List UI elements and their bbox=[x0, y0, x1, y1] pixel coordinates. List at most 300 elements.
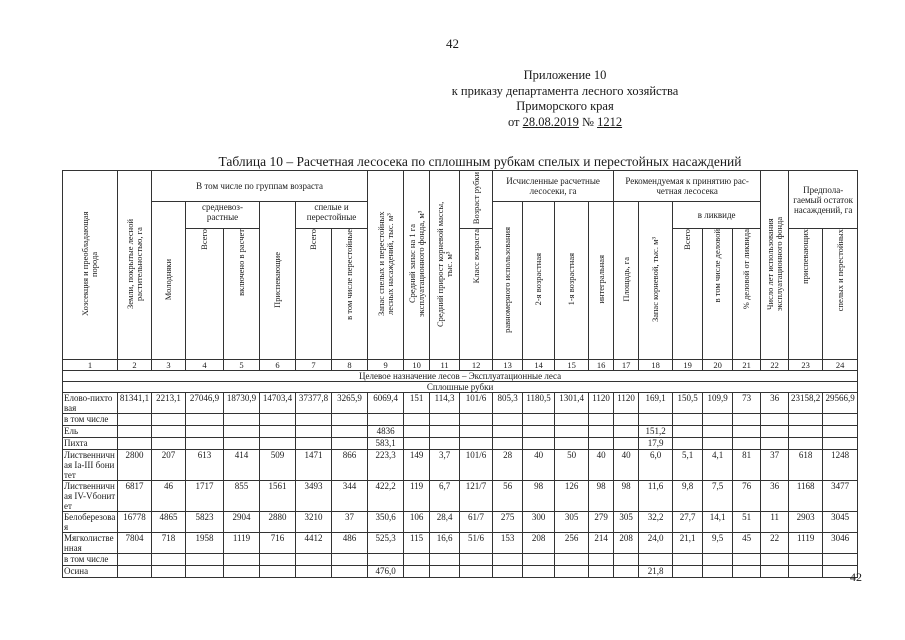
table-cell: 153 bbox=[493, 533, 523, 554]
table-cell: 23158,2 bbox=[789, 393, 823, 414]
table-cell bbox=[589, 566, 614, 578]
table-row bbox=[63, 393, 858, 414]
table-cell bbox=[430, 414, 460, 426]
table-cell bbox=[555, 414, 589, 426]
table-title: Таблица 10 – Расчетная лесосека по сплошным рубкам спелых и перестойных насаждений bbox=[218, 154, 742, 169]
row-label: в том числе bbox=[63, 414, 118, 426]
table-cell bbox=[430, 554, 460, 566]
table-cell bbox=[224, 438, 260, 450]
column-number: 9 bbox=[368, 360, 404, 371]
table-cell: 126 bbox=[555, 481, 589, 512]
header-area: Площадь, га bbox=[614, 202, 639, 360]
table-cell: 4,1 bbox=[703, 450, 733, 481]
table-cell bbox=[152, 426, 186, 438]
table-cell: 14,1 bbox=[703, 512, 733, 533]
table-cell: 866 bbox=[332, 450, 368, 481]
table-cell: 3045 bbox=[823, 512, 858, 533]
table-cell: 149 bbox=[404, 450, 430, 481]
table-cell bbox=[260, 426, 296, 438]
table-cell bbox=[589, 554, 614, 566]
table-cell: 3493 bbox=[296, 481, 332, 512]
table-cell bbox=[673, 426, 703, 438]
appendix-region-line: Приморского края bbox=[516, 99, 614, 113]
table-cell bbox=[673, 554, 703, 566]
table-cell: 81341,1 bbox=[118, 393, 152, 414]
table-cell: 51/6 bbox=[460, 533, 493, 554]
column-number: 1 bbox=[63, 360, 118, 371]
column-number: 3 bbox=[152, 360, 186, 371]
table-cell bbox=[368, 414, 404, 426]
table-cell bbox=[186, 554, 224, 566]
table-cell bbox=[523, 554, 555, 566]
header-mature-all: Всего bbox=[296, 229, 332, 360]
table-cell bbox=[186, 426, 224, 438]
table-cell bbox=[673, 414, 703, 426]
table-cell: 618 bbox=[789, 450, 823, 481]
table-cell: 583,1 bbox=[368, 438, 404, 450]
table-cell: 805,3 bbox=[493, 393, 523, 414]
table-cell: 3265,9 bbox=[332, 393, 368, 414]
table-cell: 256 bbox=[555, 533, 589, 554]
column-number: 2 bbox=[118, 360, 152, 371]
table-cell: 11,6 bbox=[639, 481, 673, 512]
table-cell: 1120 bbox=[614, 393, 639, 414]
header-rem-mature: спелых и перестойных bbox=[823, 229, 858, 360]
table-cell: 9,5 bbox=[703, 533, 733, 554]
table-cell bbox=[823, 554, 858, 566]
row-label: Елово-пихтовая bbox=[63, 393, 118, 414]
order-number: 1212 bbox=[597, 114, 623, 129]
column-number: 6 bbox=[260, 360, 296, 371]
table-cell bbox=[430, 426, 460, 438]
column-number: 20 bbox=[703, 360, 733, 371]
header-liq-all: Всего bbox=[673, 229, 703, 360]
table-cell bbox=[152, 566, 186, 578]
header-liq-business: в том числе деловой bbox=[703, 229, 733, 360]
header-row-1 bbox=[63, 171, 858, 202]
table-cell: 28,4 bbox=[430, 512, 460, 533]
table-cell bbox=[555, 566, 589, 578]
table-cell bbox=[639, 554, 673, 566]
column-number: 12 bbox=[460, 360, 493, 371]
table-cell bbox=[493, 554, 523, 566]
table-cell: 14703,4 bbox=[260, 393, 296, 414]
table-cell: 17,9 bbox=[639, 438, 673, 450]
table-cell bbox=[404, 554, 430, 566]
table-cell bbox=[332, 414, 368, 426]
column-number: 7 bbox=[296, 360, 332, 371]
table-cell: 9,8 bbox=[673, 481, 703, 512]
header-recommended: Рекомендуемая к принятию рас-четная лесосека bbox=[614, 171, 761, 202]
table-cell bbox=[789, 426, 823, 438]
header-liquid: в ликвиде bbox=[673, 202, 761, 229]
table-cell: 1248 bbox=[823, 450, 858, 481]
row-label: Лиственничная IV-Vбонитет bbox=[63, 481, 118, 512]
table-cell: 716 bbox=[260, 533, 296, 554]
table-cell bbox=[118, 566, 152, 578]
table-cell: 40 bbox=[523, 450, 555, 481]
table-cell: 6,7 bbox=[430, 481, 460, 512]
table-cell bbox=[493, 426, 523, 438]
column-number: 24 bbox=[823, 360, 858, 371]
table-cell: 5,1 bbox=[673, 450, 703, 481]
table-cell: 2880 bbox=[260, 512, 296, 533]
row-label: Мягколиственная bbox=[63, 533, 118, 554]
table-cell bbox=[673, 438, 703, 450]
table-cell: 214 bbox=[589, 533, 614, 554]
table-row bbox=[63, 512, 858, 533]
table-cell: 3477 bbox=[823, 481, 858, 512]
table-cell bbox=[460, 426, 493, 438]
table-cell bbox=[460, 554, 493, 566]
table-cell: 476,0 bbox=[368, 566, 404, 578]
table-row bbox=[63, 426, 858, 438]
row-label: Белоберезовая bbox=[63, 512, 118, 533]
table-cell bbox=[673, 566, 703, 578]
section-row-purpose bbox=[63, 371, 858, 382]
table-cell bbox=[703, 566, 733, 578]
column-number: 18 bbox=[639, 360, 673, 371]
table-cell: 1119 bbox=[789, 533, 823, 554]
table-cell: 36 bbox=[761, 393, 789, 414]
column-number: 4 bbox=[186, 360, 224, 371]
table-cell bbox=[118, 426, 152, 438]
column-number: 21 bbox=[733, 360, 761, 371]
table-cell: 223,3 bbox=[368, 450, 404, 481]
table-cell: 45 bbox=[733, 533, 761, 554]
header-liq-percent: % деловой от ликвида bbox=[733, 229, 761, 360]
table-cell bbox=[430, 566, 460, 578]
table-cell bbox=[296, 566, 332, 578]
table-cell bbox=[118, 414, 152, 426]
table-cell bbox=[404, 438, 430, 450]
table-cell: 46 bbox=[152, 481, 186, 512]
table-row bbox=[63, 533, 858, 554]
table-cell: 22 bbox=[761, 533, 789, 554]
table-cell bbox=[493, 414, 523, 426]
table-cell: 1561 bbox=[260, 481, 296, 512]
table-cell bbox=[118, 438, 152, 450]
table-cell bbox=[733, 566, 761, 578]
table-row bbox=[63, 566, 858, 578]
row-label: Лиственничная Ia-III бонитет bbox=[63, 450, 118, 481]
header-mature-incl: в том числе перестойные bbox=[332, 229, 368, 360]
table-cell: 16,6 bbox=[430, 533, 460, 554]
column-number: 16 bbox=[589, 360, 614, 371]
page-number-bottom: 42 bbox=[850, 570, 862, 584]
table-cell: 1120 bbox=[589, 393, 614, 414]
table-cell bbox=[589, 426, 614, 438]
header-remaining: Предпола-гаемый остаток насаждений, га bbox=[789, 171, 858, 229]
table-cell: 73 bbox=[733, 393, 761, 414]
table-cell: 1301,4 bbox=[555, 393, 589, 414]
header-section: Хозсекция и преобладающая порода bbox=[63, 171, 118, 360]
header-integral: интегральная bbox=[589, 202, 614, 360]
table-cell bbox=[523, 566, 555, 578]
table-cell bbox=[523, 414, 555, 426]
column-number: 14 bbox=[523, 360, 555, 371]
header-first: 1-я возрастная bbox=[555, 202, 589, 360]
table-cell bbox=[614, 414, 639, 426]
table-cell: 37 bbox=[761, 450, 789, 481]
table-row bbox=[63, 450, 858, 481]
table-cell: 7804 bbox=[118, 533, 152, 554]
table-cell: 3210 bbox=[296, 512, 332, 533]
table-cell bbox=[614, 554, 639, 566]
table-cell: 56 bbox=[493, 481, 523, 512]
header-stock: Запас спелых и перестойных лесных насаждений, тыс. м³ bbox=[368, 171, 404, 360]
table-cell: 1119 bbox=[224, 533, 260, 554]
table-cell bbox=[118, 554, 152, 566]
table-cell: 718 bbox=[152, 533, 186, 554]
table-cell: 27046,9 bbox=[186, 393, 224, 414]
table-row bbox=[63, 554, 858, 566]
column-number: 11 bbox=[430, 360, 460, 371]
table-cell bbox=[703, 414, 733, 426]
table-cell bbox=[523, 438, 555, 450]
table-cell: 21,8 bbox=[639, 566, 673, 578]
table-cell bbox=[555, 438, 589, 450]
table-row bbox=[63, 438, 858, 450]
table-cell bbox=[703, 438, 733, 450]
table-cell: 279 bbox=[589, 512, 614, 533]
table-cell: 114,3 bbox=[430, 393, 460, 414]
table-cell bbox=[186, 566, 224, 578]
table-cell: 208 bbox=[614, 533, 639, 554]
table-cell bbox=[523, 426, 555, 438]
table-cell bbox=[761, 414, 789, 426]
column-number: 22 bbox=[761, 360, 789, 371]
appendix-date-line bbox=[440, 115, 690, 131]
table-cell bbox=[789, 566, 823, 578]
row-label: Ель bbox=[63, 426, 118, 438]
table-cell bbox=[789, 438, 823, 450]
table-cell: 414 bbox=[224, 450, 260, 481]
table-cell: 613 bbox=[186, 450, 224, 481]
table-cell bbox=[789, 414, 823, 426]
table-cell bbox=[152, 554, 186, 566]
section-purpose: Целевое назначение лесов – Эксплуатационные леса bbox=[63, 371, 858, 382]
header-avg-stock: Средний запас на 1 га эксплуатационного фонда, м³ bbox=[404, 171, 430, 360]
header-age-cut: Возраст рубки bbox=[460, 171, 493, 229]
table-cell bbox=[460, 438, 493, 450]
column-number: 23 bbox=[789, 360, 823, 371]
table-cell bbox=[761, 426, 789, 438]
table-cell: 208 bbox=[523, 533, 555, 554]
table-cell: 509 bbox=[260, 450, 296, 481]
section-cuts: Сплошные рубки bbox=[63, 382, 858, 393]
table-cell: 1717 bbox=[186, 481, 224, 512]
table-cell: 3046 bbox=[823, 533, 858, 554]
table-cell bbox=[555, 426, 589, 438]
table-cell: 305 bbox=[614, 512, 639, 533]
table-cell bbox=[260, 438, 296, 450]
table-cell bbox=[823, 426, 858, 438]
table-cell: 50 bbox=[555, 450, 589, 481]
table-cell: 37377,8 bbox=[296, 393, 332, 414]
table-cell bbox=[332, 566, 368, 578]
header-forest-area: Земли, покрытые лесной растительностью, га bbox=[118, 171, 152, 360]
table-cell bbox=[404, 426, 430, 438]
table-cell: 4412 bbox=[296, 533, 332, 554]
table-cell bbox=[224, 426, 260, 438]
table-cell: 1958 bbox=[186, 533, 224, 554]
table-cell bbox=[260, 414, 296, 426]
column-number: 13 bbox=[493, 360, 523, 371]
table-cell: 98 bbox=[614, 481, 639, 512]
table-cell: 2213,1 bbox=[152, 393, 186, 414]
table-cell bbox=[332, 554, 368, 566]
table-cell bbox=[332, 426, 368, 438]
table-cell bbox=[703, 426, 733, 438]
header-middle: средневоз-растные bbox=[186, 202, 260, 229]
table-cell bbox=[260, 566, 296, 578]
table-cell: 344 bbox=[332, 481, 368, 512]
table-cell: 151,2 bbox=[639, 426, 673, 438]
column-number: 8 bbox=[332, 360, 368, 371]
table-cell bbox=[823, 414, 858, 426]
row-label: Пихта bbox=[63, 438, 118, 450]
header-middle-all: Всего bbox=[186, 229, 224, 360]
table-row bbox=[63, 414, 858, 426]
table-cell bbox=[296, 414, 332, 426]
table-cell bbox=[733, 554, 761, 566]
table-cell: 2903 bbox=[789, 512, 823, 533]
header-root-stock: Запас корневой, тыс. м³ bbox=[639, 202, 673, 360]
date-prefix: от bbox=[507, 114, 523, 129]
table-cell bbox=[260, 554, 296, 566]
table-cell bbox=[224, 414, 260, 426]
table-cell: 305 bbox=[555, 512, 589, 533]
table-cell bbox=[639, 414, 673, 426]
order-date: 28.08.2019 bbox=[522, 114, 579, 129]
table-cell bbox=[224, 566, 260, 578]
table-cell: 6069,4 bbox=[368, 393, 404, 414]
table-cell: 32,2 bbox=[639, 512, 673, 533]
table-cell: 169,1 bbox=[639, 393, 673, 414]
table-row bbox=[63, 481, 858, 512]
column-number: 10 bbox=[404, 360, 430, 371]
table-cell: 2800 bbox=[118, 450, 152, 481]
table-cell: 40 bbox=[589, 450, 614, 481]
header-avg-growth: Средний прирост корневой массы, тыс. м³ bbox=[430, 171, 460, 360]
row-label: Осина bbox=[63, 566, 118, 578]
table-cell: 3,7 bbox=[430, 450, 460, 481]
table-cell bbox=[186, 414, 224, 426]
table-cell bbox=[703, 554, 733, 566]
table-cell bbox=[296, 554, 332, 566]
table-cell: 1471 bbox=[296, 450, 332, 481]
table-cell: 115 bbox=[404, 533, 430, 554]
section-row-cuts bbox=[63, 382, 858, 393]
table-cell: 2904 bbox=[224, 512, 260, 533]
header-second: 2-я возрастная bbox=[523, 202, 555, 360]
table-cell bbox=[761, 566, 789, 578]
table-cell bbox=[404, 566, 430, 578]
table-cell: 6817 bbox=[118, 481, 152, 512]
table-cell: 51 bbox=[733, 512, 761, 533]
table-cell bbox=[460, 414, 493, 426]
page-number-top: 42 bbox=[446, 36, 459, 51]
table-cell bbox=[430, 438, 460, 450]
table-cell: 4865 bbox=[152, 512, 186, 533]
column-number-row bbox=[63, 360, 858, 371]
header-pre: Приспевающие bbox=[260, 202, 296, 360]
table-cell: 98 bbox=[523, 481, 555, 512]
table-cell: 5823 bbox=[186, 512, 224, 533]
table-cell bbox=[589, 438, 614, 450]
table-cell: 207 bbox=[152, 450, 186, 481]
table-cell bbox=[614, 566, 639, 578]
table-cell: 98 bbox=[589, 481, 614, 512]
table-cell bbox=[152, 438, 186, 450]
table-body bbox=[63, 393, 858, 578]
table-cell bbox=[614, 438, 639, 450]
table-cell bbox=[733, 426, 761, 438]
cutting-table bbox=[62, 170, 858, 578]
table-cell bbox=[296, 426, 332, 438]
table-cell: 101/6 bbox=[460, 450, 493, 481]
header-uniform: равномерного использования bbox=[493, 202, 523, 360]
table-cell: 855 bbox=[224, 481, 260, 512]
table-cell bbox=[614, 426, 639, 438]
header-age-groups: В том числе по группам возраста bbox=[152, 171, 368, 202]
table-cell: 28 bbox=[493, 450, 523, 481]
appendix-header bbox=[440, 68, 690, 130]
appendix-title: Приложение 10 bbox=[523, 68, 607, 82]
column-number: 5 bbox=[224, 360, 260, 371]
table-cell: 4836 bbox=[368, 426, 404, 438]
table-cell bbox=[186, 438, 224, 450]
number-prefix: № bbox=[578, 114, 598, 129]
table-cell: 422,2 bbox=[368, 481, 404, 512]
table-cell bbox=[460, 566, 493, 578]
table-cell: 109,9 bbox=[703, 393, 733, 414]
table-cell: 76 bbox=[733, 481, 761, 512]
appendix-order-line: к приказу департамента лесного хозяйства bbox=[451, 83, 679, 98]
table-cell: 11 bbox=[761, 512, 789, 533]
table-cell: 1180,5 bbox=[523, 393, 555, 414]
header-middle-incl: включено в расчет bbox=[224, 229, 260, 360]
table-cell bbox=[404, 414, 430, 426]
table-cell bbox=[761, 438, 789, 450]
table-cell bbox=[493, 438, 523, 450]
table-cell: 24,0 bbox=[639, 533, 673, 554]
table-cell bbox=[224, 554, 260, 566]
table-cell bbox=[296, 438, 332, 450]
table-cell: 275 bbox=[493, 512, 523, 533]
header-years: Число лет использования эксплуатационного фонда bbox=[761, 171, 789, 360]
table-cell: 81 bbox=[733, 450, 761, 481]
table-cell bbox=[789, 554, 823, 566]
table-cell: 7,5 bbox=[703, 481, 733, 512]
table-cell: 16778 bbox=[118, 512, 152, 533]
table-cell bbox=[368, 554, 404, 566]
table-cell: 37 bbox=[332, 512, 368, 533]
table-cell: 121/7 bbox=[460, 481, 493, 512]
table-cell bbox=[493, 566, 523, 578]
table-cell: 525,3 bbox=[368, 533, 404, 554]
table-cell: 18730,9 bbox=[224, 393, 260, 414]
table-cell bbox=[823, 438, 858, 450]
header-calculated: Исчисленные расчетные лесосеки, га bbox=[493, 171, 614, 202]
table-cell bbox=[733, 414, 761, 426]
table-cell: 119 bbox=[404, 481, 430, 512]
table-cell: 151 bbox=[404, 393, 430, 414]
table-cell bbox=[555, 554, 589, 566]
table-cell: 101/6 bbox=[460, 393, 493, 414]
table-cell bbox=[332, 438, 368, 450]
